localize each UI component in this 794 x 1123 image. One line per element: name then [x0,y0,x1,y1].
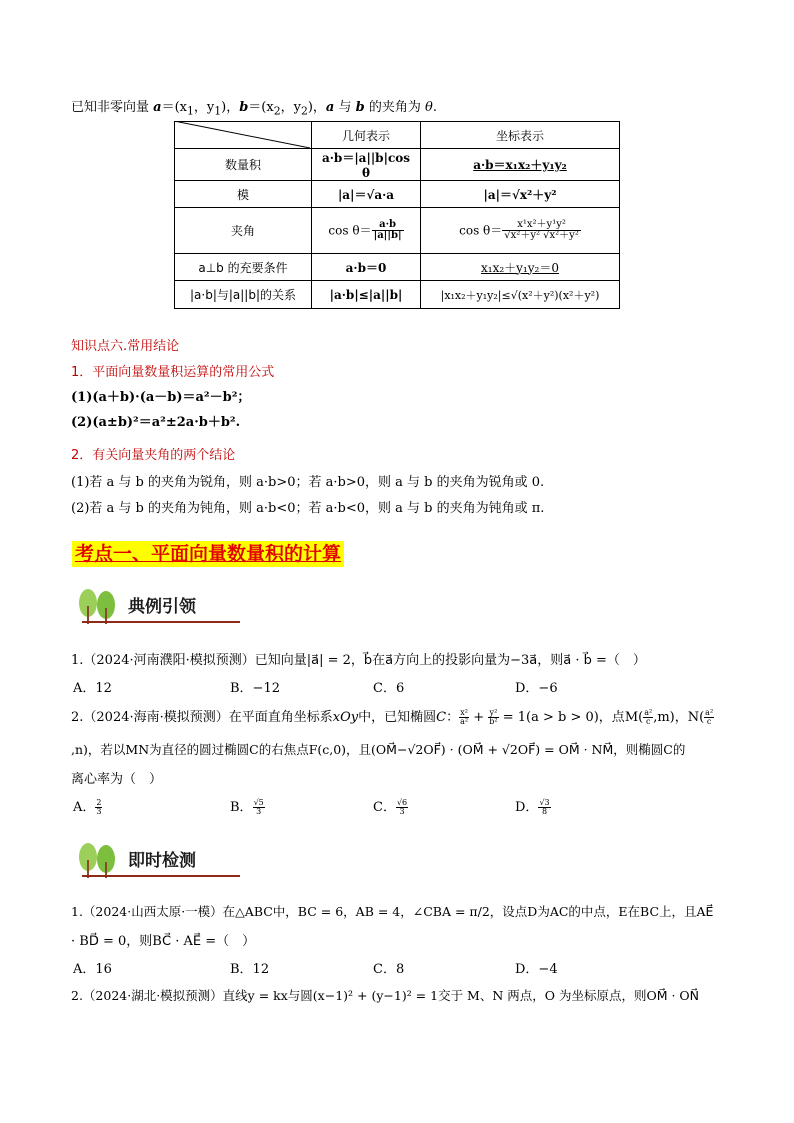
row-label: 夹角 [175,208,312,254]
math-text: xOy [332,710,359,725]
cos-label: cos θ＝ [328,223,372,237]
question-text: = 1(a > b > 0)，点 [498,710,625,725]
banner-underline [82,875,240,877]
section-title [72,541,344,567]
intro-text: ，y [193,100,215,115]
row-coord: x₁x₂＋y₁y₂＝0 [421,254,620,281]
header-coordinate: 坐标表示 [421,122,620,149]
fraction [488,709,498,726]
option-d: D．−6 [515,681,558,696]
header-empty-cell [175,122,312,149]
table-row [175,254,620,281]
option-d: D．−4 [515,962,558,977]
subscript: 1 [214,104,222,118]
option-b: B．12 [230,962,270,977]
row-geo: |a·b|≤|a||b| [312,281,421,309]
banner-underline [82,621,240,623]
vector-a: a [153,100,162,115]
knowledge-heading-1: 1．平面向量数量积运算的常用公式 [71,365,275,380]
section-title-text: 考点一、平面向量数量积的计算 [75,543,342,565]
intro-text: 的夹角为 [364,100,425,115]
table-row [175,149,620,181]
subscript: 1 [186,104,194,118]
fraction [704,709,714,726]
conclusion-2: (2)若 a 与 b 的夹角为钝角，则 a·b<0；若 a·b<0，则 a 与 b 的夹角为钝角或 π. [71,501,545,516]
numerator: x¹x²＋y¹y² [502,220,581,232]
row-coord [421,208,620,254]
fraction [459,709,469,726]
option-b [230,796,265,816]
row-label: 数量积 [175,149,312,181]
fraction [396,799,408,816]
subscript: 2 [300,104,308,118]
intro-text: ＝(x [161,100,187,115]
fraction [538,799,550,816]
intro-line [71,96,437,118]
denominator: 3 [256,807,262,816]
intro-text: ＝(x [248,100,274,115]
numerator: √6 [396,798,408,807]
fraction [502,220,581,242]
numerator: a² [644,708,653,717]
fraction [372,220,404,242]
denominator: 3 [399,807,405,816]
row-geo: a·b＝0 [312,254,421,281]
option-b: B．−12 [230,681,280,696]
intro-text: )， [307,100,326,115]
question-text: ,m)，N( [653,710,705,725]
example-2-line-3: 离心率为（ ） [71,772,163,787]
denominator: |a||b| [373,230,402,241]
option-c: C．8 [373,962,405,977]
numerator: √5 [253,798,264,807]
example-2-line-2: ,n)，若以MN为直径的圆过椭圆C的右焦点F(c,0)，且(OM⃗−√2OF⃗) · (OM⃗ + √2OF⃗) = OM⃗ · NM⃗，则椭圆C的 [71,742,686,757]
numerator: a² [705,708,714,717]
option-label: C． [373,800,396,815]
option-a: A．12 [73,681,112,696]
denominator: a² [460,717,469,726]
check-2-line-1: 2.（2024·湖北·模拟预测）直线y = kx与圆(x−1)² + (y−1)² = 1交于 M、N 两点，O 为坐标原点，则OM⃗ · ON⃗ [71,988,700,1003]
intro-text: ，y [280,100,301,115]
knowledge-title: 知识点六.常用结论 [71,339,180,354]
check-1-line-1: 1.（2024·山西太原·一模）在△ABC中，BC = 6，AB = 4，∠CBA = π/2，设点D为AC的中点，E在BC上，且AE⃗ [71,904,714,919]
denominator: 8 [541,807,548,816]
option-c: C．6 [373,681,405,696]
numerator: x² [460,708,468,717]
option-c [373,796,408,816]
row-coord: a·b＝x₁x₂＋y₁y₂ [421,149,620,181]
option-label: A． [73,800,96,815]
option-a [73,796,102,816]
math-text: C [436,710,447,725]
denominator: √x²＋y² √x²＋y² [504,230,579,241]
question-text: M( [624,710,644,725]
numerator: a·b [372,220,404,232]
cos-label: cos θ＝ [459,223,503,237]
subscript: 2 [273,104,281,118]
banner-examples [74,584,240,628]
fraction [643,709,653,726]
intro-text: . [432,100,437,115]
header-geometric: 几何表示 [312,122,421,149]
row-geo: a·b＝|a||b|cos θ [312,149,421,181]
theta-symbol: θ [424,100,433,115]
denominator: 3 [96,807,102,816]
option-d [515,796,551,816]
denominator: c [706,717,712,726]
formula-1: (1)(a＋b)·(a－b)＝a²－b²； [71,390,251,405]
question-text: ： [446,710,460,725]
vector-table [174,121,620,309]
numerator: y² [489,708,498,717]
example-1-question: 1.（2024·河南濮阳·模拟预测）已知向量|a⃗| = 2，b⃗在a⃗方向上的投影向量为−3a⃗，则a⃗ · b⃗ =（ ） [71,653,646,668]
numerator: 2 [96,798,102,807]
row-label: |a·b|与|a||b|的关系 [175,281,312,309]
row-coord: |x₁x₂＋y₁y₂|≤√(x²＋y²)(x²＋y²) [421,281,620,309]
row-geo: |a|＝√a·a [312,181,421,208]
formula-2: (2)(a±b)²＝a²±2a·b＋b². [71,415,241,430]
row-label: a⊥b 的充要条件 [175,254,312,281]
banner-label: 即时检测 [128,851,196,871]
question-text: 2.（2024·海南·模拟预测）在平面直角坐标系 [71,710,333,725]
intro-text: 已知非零向量 [71,100,154,115]
knowledge-heading-2: 2．有关向量夹角的两个结论 [71,448,236,463]
check-1-line-2: · BD⃗ = 0，则BC⃗ · AE⃗ =（ ） [71,934,256,949]
option-a: A．16 [73,962,112,977]
option-label: B． [230,800,253,815]
banner-check [74,838,240,882]
row-label: 模 [175,181,312,208]
row-coord: |a|＝√x²＋y² [421,181,620,208]
table-row [175,281,620,309]
vector-b: b [355,100,365,115]
banner-label: 典例引领 [128,597,196,617]
numerator: √3 [539,798,550,807]
vector-a: a [325,100,335,115]
denominator: c [645,717,651,726]
fraction [95,799,102,816]
table-row [175,208,620,254]
example-2-line-1: 2.（2024·海南·模拟预测）在平面直角坐标系xOy中，已知椭圆C： $\frac{\text{x²}}{\text{a²}}$ + $\frac{\text{y²}}{\text{b²}}$ = 1(a > b > 0)，点M( $\frac{\text{a²}}{c}$ ,m)，N( $\frac{\text{a²}}{c}$ [71,708,714,726]
denominator: b² [489,717,498,726]
fraction [253,799,265,816]
option-label: D． [515,800,539,815]
table-row [175,181,620,208]
row-geo [312,208,421,254]
question-text: 中，已知椭圆 [358,710,437,725]
intro-text: )， [221,100,240,115]
intro-text: 与 [334,100,356,115]
table-header-row [175,122,620,149]
vector-b: b [239,100,249,115]
conclusion-1: (1)若 a 与 b 的夹角为锐角，则 a·b>0；若 a·b>0，则 a 与 b 的夹角为锐角或 0. [71,475,545,490]
